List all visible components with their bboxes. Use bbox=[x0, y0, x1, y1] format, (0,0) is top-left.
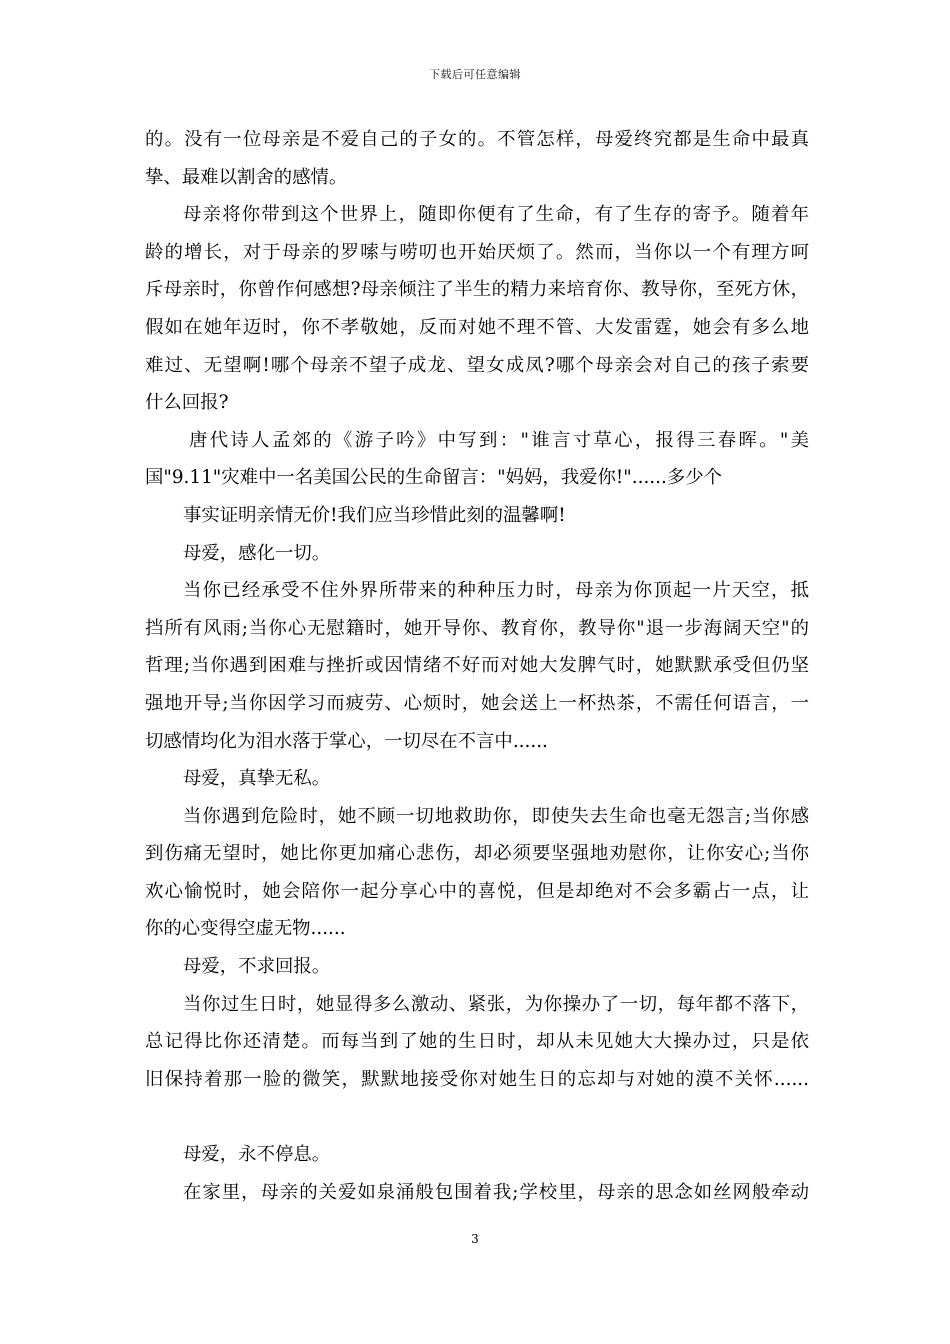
page-number: 3 bbox=[471, 1232, 479, 1246]
text-line: 你的心变得空虚无物...... bbox=[145, 918, 346, 940]
page-header: 下载后可任意编辑 bbox=[429, 68, 521, 81]
text-line: 斥母亲时，你曾作何感想?母亲倾注了半生的精力来培育你、教导你，至死方休， bbox=[145, 279, 809, 301]
text-line: 总记得比你还清楚。而每当到了她的生日时，却从未见她大大操办过，只是依 bbox=[145, 1031, 809, 1053]
text-line: 母爱，永不停息。 bbox=[183, 1144, 331, 1166]
text-line: 切感情均化为泪水落于掌心，一切尽在不言中...... bbox=[145, 730, 548, 752]
text-line: 假如在她年迈时，你不孝敬她，反而对她不理不管、大发雷霆，她会有多么地 bbox=[145, 316, 809, 338]
text-line: 当你已经承受不住外界所带来的种种压力时，母亲为你顶起一片天空，抵 bbox=[183, 580, 809, 602]
text-line: 欢心愉悦时，她会陪你一起分享心中的喜悦，但是却绝对不会多霸占一点，让 bbox=[145, 880, 809, 902]
text-line: 国"9.11"灾难中一名美国公民的生命留言："妈妈，我爱你!"......多少个 bbox=[145, 467, 723, 489]
text-line: 母亲将你带到这个世界上，随即你便有了生命，有了生存的寄予。随着年 bbox=[183, 204, 809, 226]
text-line: 强地开导;当你因学习而疲劳、心烦时，她会送上一杯热茶，不需任何语言，一 bbox=[145, 692, 809, 714]
text-line: 在家里，母亲的关爱如泉涌般包围着我;学校里，母亲的思念如丝网般牵动 bbox=[183, 1181, 809, 1203]
text-line: 唐代诗人孟郊的《游子吟》中写到："谁言寸草心，报得三春晖。"美 bbox=[189, 429, 809, 451]
text-line: 事实证明亲情无价!我们应当珍惜此刻的温馨啊! bbox=[183, 504, 566, 526]
text-line: 什么回报? bbox=[145, 392, 229, 414]
text-line: 龄的增长，对于母亲的罗嗦与唠叨也开始厌烦了。然而，当你以一个有理方呵 bbox=[145, 241, 809, 263]
text-line: 难过、无望啊!哪个母亲不望子成龙、望女成凤?哪个母亲会对自己的孩子索要 bbox=[145, 354, 809, 376]
text-line: 哲理;当你遇到困难与挫折或因情绪不好而对她大发脾气时，她默默承受但仍坚 bbox=[145, 655, 809, 677]
text-line: 旧保持着那一脸的微笑，默默地接受你对她生日的忘却与对她的漠不关怀...... bbox=[145, 1068, 809, 1090]
text-line: 的。没有一位母亲是不爱自己的子女的。不管怎样，母爱终究都是生命中最真 bbox=[145, 129, 809, 150]
text-line: 到伤痛无望时，她比你更加痛心悲伤，却必须要坚强地劝慰你，让你安心;当你 bbox=[145, 843, 809, 865]
text-line: 挡所有风雨;当你心无慰籍时，她开导你、教育你，教导你"退一步海阔天空"的 bbox=[145, 617, 809, 639]
blank-line bbox=[145, 1098, 809, 1136]
text-line: 当你遇到危险时，她不顾一切地救助你，即使失去生命也毫无怨言;当你感 bbox=[183, 805, 809, 827]
text-line: 母爱，不求回报。 bbox=[183, 956, 331, 978]
text-line: 当你过生日时，她显得多么激动、紧张，为你操办了一切，每年都不落下， bbox=[183, 993, 809, 1015]
text-line: 母爱，真挚无私。 bbox=[183, 768, 331, 790]
text-line: 挚、最难以割舍的感情。 bbox=[145, 166, 348, 188]
text-line: 母爱，感化一切。 bbox=[183, 542, 331, 564]
document-body bbox=[145, 121, 809, 1211]
